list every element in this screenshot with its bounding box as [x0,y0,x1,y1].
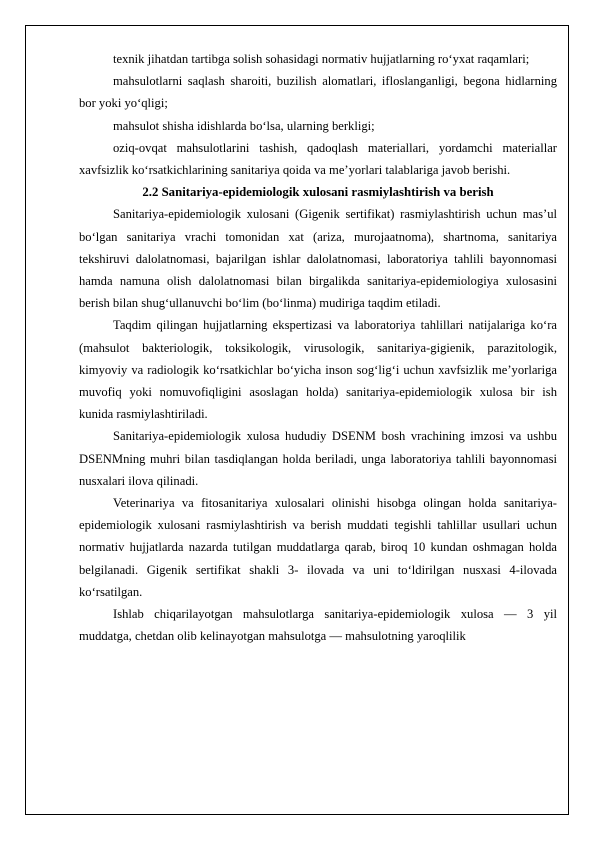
paragraph-validity-period: Ishlab chiqarilayotgan mahsulotlarga sanitariya-epidemiologik xulosa — 3 yil muddatga, chetdan olib kelinayotgan mahsulotga — mahsulotning yaroqlilik [79,607,557,644]
paragraph-technical-docs: texnik jihatdan tartibga solish sohasidagi normativ hujjatlarning ro‘yxat raqamlari; [113,52,530,66]
section-heading: 2.2 Sanitariya-epidemiologik xulosani rasmiylashtirish va berish [142,185,494,200]
paragraph-certificate-submission: Sanitariya-epidemiologik xulosani (Gigenik sertifikat) rasmiylashtirish uchun mas’ul bo‘lgan sanitariya vrachi tomonidan xat (ariza, murojaatnoma), shartnoma, sanitariya tekshiruvi dalolatnomasi, bajarilgan ishlar dalolatnomasi, laboratoriya tahlili bayonnomasi hamda namuna olish dalolatnomasi bilan birgalikda sanitariya-epidemiologiya xulosasini berish bilan shug‘ullanuvchi bo‘lim (bo‘linma) mudiriga taqdim etiladi. [79,207,557,311]
paragraph-transport-packaging: oziq-ovqat mahsulotlarini tashish, qadoqlash materiallari, yordamchi materiallar xavfsizlik ko‘rsatkichlarining sanitariya qoida va me’yorlari talablariga javob berishi. [79,140,557,178]
paragraph-storage-conditions: mahsulotlarni saqlash sharoiti, buzilish alomatlari, ifloslanganligi, begona hidlarning bor yoki yo‘qligi; [79,74,557,111]
paragraph-glass-containers: mahsulot shisha idishlarda bo‘lsa, ularning berkligi; [113,118,375,133]
paragraph-signature-seal: Sanitariya-epidemiologik xulosa hududiy DSENM bosh vrachining imzosi va ushbu DSENMning muhri bilan tasdiqlangan holda beriladi, unga laboratoriya tahlili bayonnomasi nusxalari ilova qilinadi. [79,429,557,488]
document-body [79,48,557,647]
paragraph-issuance-deadline: Veterinariya va fitosanitariya xulosalari olinishi hisobga olingan holda sanitariya-epidemiologik xulosani rasmiylashtirish va berish muddati tegishli tahlillar usullari uchun normativ hujjatlarda nazarda tutilgan muddatlarga qarab, biroq 10 kundan oshmagan holda belgilanadi. Gigenik sertifikat shakli 3- ilovada va uni to‘ldirilgan nusxasi 4-ilovada ko‘rsatilgan. [79,496,557,599]
paragraph-expertise-results: Taqdim qilingan hujjatlarning ekspertizasi va laboratoriya tahlillari natijalariga ko‘ra (mahsulot bakteriologik, toksikologik, virusologik, sanitariya-gigienik, parazitologik, kimyoviy va radiologik ko‘rsatkichlar bo‘yicha inson sog‘lig‘i uchun xavfsizlik me’yorlariga muvofiq yoki nomuvofiqligini asoslagan holda) sanitariya-epidemiologik xulosa bir ish kunida rasmiylashtiriladi. [79,318,557,422]
